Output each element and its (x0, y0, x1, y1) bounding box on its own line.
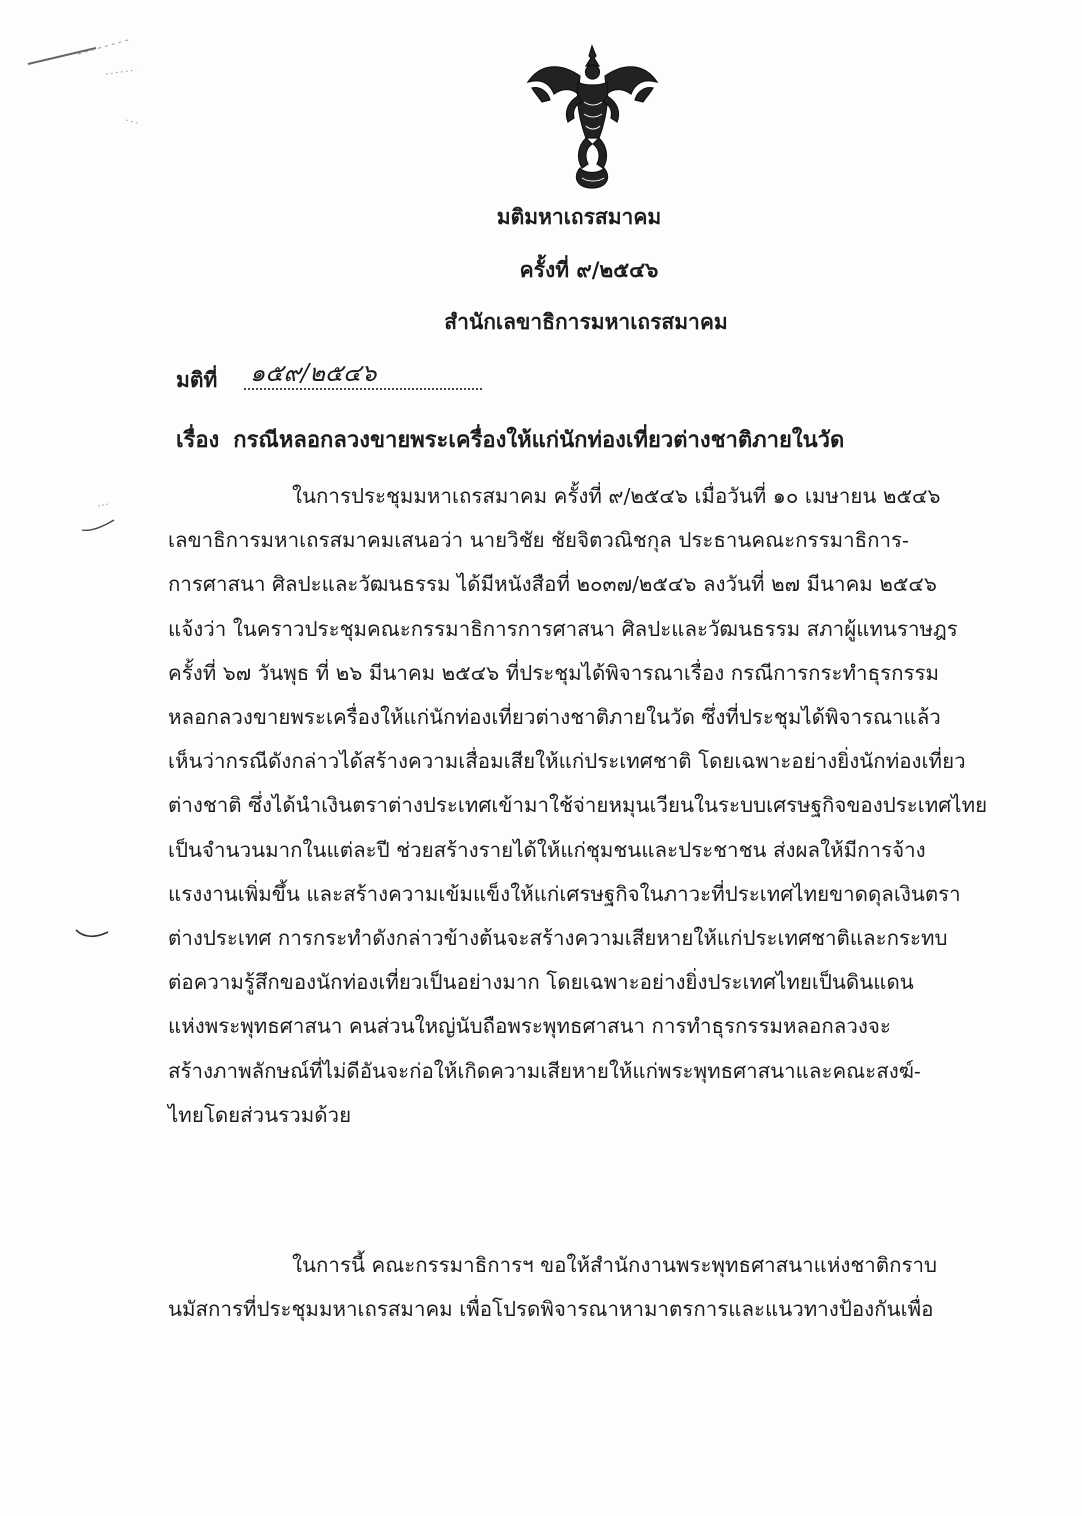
paragraph-1 (168, 474, 988, 1137)
subject-text: กรณีหลอกลวงขายพระเครื่องให้แก่นักท่องเที่ยวต่างชาติภายในวัด (233, 427, 845, 453)
paragraph-line: ครั้งที่ ๖๗ วันพุธ ที่ ๒๖ มีนาคม ๒๕๔๖ ที่ประชุมได้พิจารณาเรื่อง กรณีการกระทำธุรกรรม (168, 660, 940, 685)
paragraph-line: ต่อความรู้สึกของนักท่องเที่ยวเป็นอย่างมาก โดยเฉพาะอย่างยิ่งประเทศไทยเป็นดินแดน (168, 970, 914, 995)
paragraph-line: เห็นว่ากรณีดังกล่าวได้สร้างความเสื่อมเสียให้แก่ประเทศชาติ โดยเฉพาะอย่างยิ่งนักท่องเที่ยว (168, 749, 966, 774)
paragraph-line: ต่างประเทศ การกระทำดังกล่าวข้างต้นจะสร้างความเสียหายให้แก่ประเทศชาติและกระทบ (168, 926, 948, 951)
paragraph-line: การศาสนา ศิลปะและวัฒนธรรม ได้มีหนังสือที่ ๒๐๓๗/๒๕๔๖ ลงวันที่ ๒๗ มีนาคม ๒๕๔๖ (168, 572, 937, 597)
pen-mark-icon (18, 30, 138, 140)
paragraph-line: ในการประชุมมหาเถรสมาคม ครั้งที่ ๙/๒๕๔๖ เมื่อวันที่ ๑๐ เมษายน ๒๕๔๖ (292, 484, 941, 508)
resolution-number: ๑๕๙/๒๕๔๖ (244, 358, 482, 390)
garuda-emblem-icon (520, 42, 665, 190)
paragraph-line: นมัสการที่ประชุมมหาเถรสมาคม เพื่อโปรดพิจารณาหามาตรการและแนวทางป้องกันเพื่อ (168, 1297, 934, 1322)
issuing-office: สำนักเลขาธิการมหาเถรสมาคม (444, 309, 728, 334)
resolution-label: มติที่ (176, 367, 218, 392)
subject-line (176, 422, 844, 457)
paragraph-line: แห่งพระพุทธศาสนา คนส่วนใหญ่นับถือพระพุทธศาสนา การทำธุรกรรมหลอกลวงจะ (168, 1014, 891, 1039)
paragraph-line: หลอกลวงขายพระเครื่องให้แก่นักท่องเที่ยวต่างชาติภายในวัด ซึ่งที่ประชุมได้พิจารณาแล้ว (168, 705, 941, 730)
pen-mark-icon (72, 922, 112, 946)
document-title: มติมหาเถรสมาคม (496, 204, 662, 229)
paragraph-line: เลขาธิการมหาเถรสมาคมเสนอว่า นายวิชัย ชัยจิตวณิชกุล ประธานคณะกรรมาธิการ- (168, 528, 909, 553)
paragraph-line: เป็นจำนวนมากในแต่ละปี ช่วยสร้างรายได้ให้แก่ชุมชนและประชาชน ส่งผลให้มีการจ้าง (168, 837, 926, 862)
subject-label: เรื่อง (176, 427, 220, 453)
pen-mark-icon (78, 500, 118, 540)
paragraph-2 (168, 1243, 980, 1331)
paragraph-line: สร้างภาพลักษณ์ที่ไม่ดีอันจะก่อให้เกิดความเสียหายให้แก่พระพุทธศาสนาและคณะสงฆ์- (168, 1058, 921, 1083)
paragraph-line: ไทยโดยส่วนรวมด้วย (168, 1102, 352, 1127)
paragraph-line: ในการนี้ คณะกรรมาธิการฯ ขอให้สำนักงานพระพุทธศาสนาแห่งชาติกราบ (292, 1253, 938, 1277)
session-number: ครั้งที่ ๙/๒๕๔๖ (519, 257, 659, 282)
paragraph-line: แรงงานเพิ่มขึ้น และสร้างความเข้มแข็งให้แก่เศรษฐกิจในภาวะที่ประเทศไทยขาดดุลเงินตรา (168, 881, 961, 906)
paragraph-line: ต่างชาติ ซึ่งได้นำเงินตราต่างประเทศเข้ามาใช้จ่ายหมุนเวียนในระบบเศรษฐกิจของประเทศไทย (168, 793, 988, 818)
paragraph-line: แจ้งว่า ในคราวประชุมคณะกรรมาธิการการศาสนา ศิลปะและวัฒนธรรม สภาผู้แทนราษฎร (168, 616, 958, 641)
